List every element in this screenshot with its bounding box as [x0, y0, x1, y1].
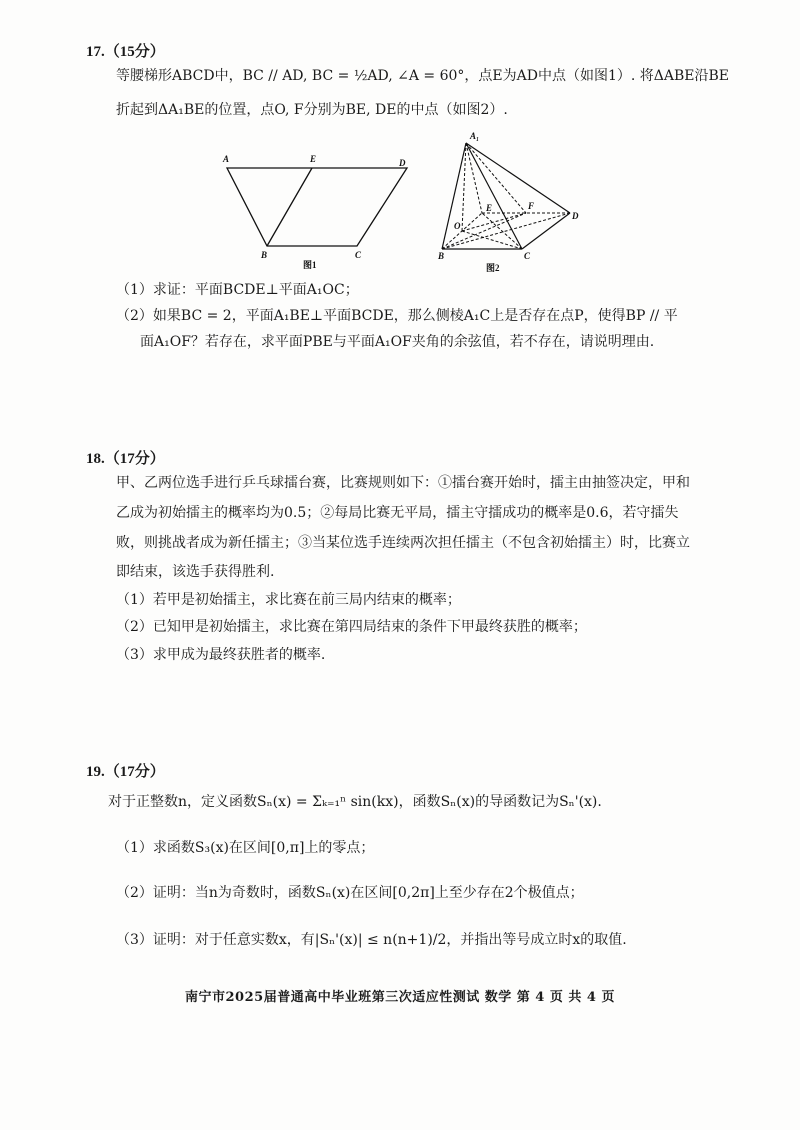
q17-part2-line2: 面A₁OF？若存在，求平面PBE与平面A₁OF夹角的余弦值，若不存在，请说明理由. — [140, 334, 655, 350]
q19-part3: （3）证明：对于任意实数x，有|Sₙ'(x)| ≤ n(n+1)/2，并指出等号成立时x的取值. — [116, 932, 627, 948]
fig2-caption: 图2 — [486, 263, 500, 273]
fig1-caption: 图1 — [303, 260, 317, 270]
figure-2 — [430, 125, 590, 279]
q17-heading: 17.（15分） — [86, 44, 165, 60]
q17-part2-line1: （2）如果BC = 2，平面A₁BE⊥平面BCDE，那么侧棱A₁C上是否存在点P，使得BP // 平 — [116, 308, 678, 324]
q18-stem-line4: 即结束，该选手获得胜利. — [116, 564, 275, 580]
q17-stem-line1: 等腰梯形ABCD中，BC // AD, BC = ½AD, ∠A = 60°，点E为AD中点（如图1）. 将ΔABE沿BE — [116, 68, 730, 84]
q18-stem-line1: 甲、乙两位选手进行乒乓球擂台赛，比赛规则如下：①擂台赛开始时，擂主由抽签决定，甲和 — [116, 475, 690, 491]
fig1-label-c: C — [355, 250, 362, 260]
fig2-label-d: D — [572, 211, 579, 221]
q18-part3: （3）求甲成为最终获胜者的概率. — [116, 647, 326, 663]
q18-stem-line2: 乙成为初始擂主的概率均为0.5；②每局比赛无平局，擂主守擂成功的概率是0.6，若守擂失 — [116, 505, 679, 521]
fig2-label-o: O — [454, 221, 461, 231]
fig1-label-e: E — [310, 154, 317, 164]
fig2-label-c: C — [524, 251, 531, 261]
fig1-label-d: D — [399, 158, 406, 168]
q17-part1: （1）求证：平面BCDE⊥平面A₁OC； — [116, 282, 359, 298]
fig2-label-b: B — [438, 251, 445, 261]
figure-1 — [215, 148, 420, 277]
page-footer: 南宁市2025届普通高中毕业班第三次适应性测试 数学 第 4 页 共 4 页 — [185, 990, 615, 1005]
fig2-label-f: F — [528, 201, 535, 211]
fig1-label-b: B — [261, 250, 268, 260]
q18-part2: （2）已知甲是初始擂主，求比赛在第四局结束的条件下甲最终获胜的概率； — [116, 619, 587, 635]
q18-heading: 18.（17分） — [86, 451, 165, 467]
q18-part1: （1）若甲是初始擂主，求比赛在前三局内结束的概率； — [116, 592, 461, 608]
q19-part2: （2）证明：当n为奇数时，函数Sₙ(x)在区间[0,2π]上至少存在2个极值点； — [116, 885, 584, 901]
fig2-label-e: E — [486, 203, 493, 213]
q19-part1: （1）求函数S₃(x)在区间[0,π]上的零点； — [116, 840, 375, 856]
fig2-label-a1: A₁ — [470, 131, 480, 141]
q19-stem: 对于正整数n，定义函数Sₙ(x) = Σₖ₌₁ⁿ sin(kx)，函数Sₙ(x)的导函数记为Sₙ'(x). — [108, 794, 602, 810]
q17-stem-line2: 折起到ΔA₁BE的位置，点O, F分别为BE, DE的中点（如图2）. — [116, 102, 508, 118]
q19-heading: 19.（17分） — [86, 764, 165, 780]
fig1-label-a: A — [223, 154, 230, 164]
q18-stem-line3: 败，则挑战者成为新任擂主；③当某位选手连续两次担任擂主（不包含初始擂主）时，比赛立 — [116, 535, 690, 551]
